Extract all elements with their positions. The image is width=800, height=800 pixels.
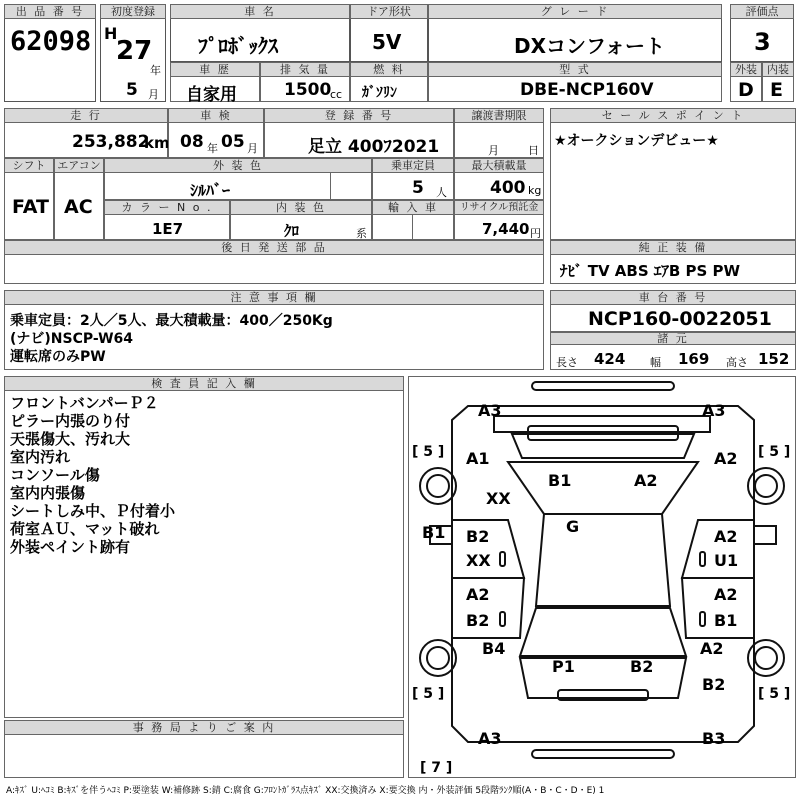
fl-bracket: [ 5 ] bbox=[412, 444, 445, 460]
rear-bumper-bar bbox=[532, 750, 674, 758]
displacement-unit: cc bbox=[330, 88, 343, 101]
inspector-line-6: 室内内張傷 bbox=[10, 484, 86, 502]
deadline-month-unit: 月 bbox=[488, 144, 499, 157]
sales-point-cell bbox=[550, 108, 796, 240]
aircon-header: エアコン bbox=[54, 158, 104, 173]
interior-header: 内装 bbox=[762, 62, 794, 77]
tire-rear-left bbox=[420, 640, 456, 676]
mirror-right bbox=[754, 526, 776, 544]
lot-number: 62098 bbox=[10, 26, 92, 57]
mark-rear-right-corner: B3 bbox=[702, 729, 726, 748]
inspector-line-1: フロントバンパーＰ２ bbox=[10, 394, 159, 412]
mileage-unit: km bbox=[144, 134, 170, 152]
inspector-line-2: ピラー内張のり付 bbox=[10, 412, 131, 430]
mark-trunk-right: B2 bbox=[630, 657, 654, 676]
mileage: 253,882 bbox=[72, 132, 150, 152]
inspection-month: 05 bbox=[221, 132, 245, 152]
notes-line-3: 運転席のみPW bbox=[10, 349, 106, 365]
mark-left-rear-door-1: A2 bbox=[466, 585, 490, 604]
length-label: 長さ bbox=[556, 356, 578, 369]
spare-bracket: [ 7 ] bbox=[420, 760, 453, 776]
tire-front-left-inner bbox=[427, 475, 449, 497]
interior-color: ｸﾛ bbox=[284, 222, 300, 240]
grade: DXコンフォート bbox=[514, 34, 666, 58]
inspector-line-3: 天張傷大、汚れ大 bbox=[10, 430, 131, 448]
import-header: 輸 入 車 bbox=[372, 200, 454, 215]
rear-hatch-outline bbox=[520, 658, 686, 698]
tire-rear-left-inner bbox=[427, 647, 449, 669]
inspection-year: 08 bbox=[180, 132, 204, 152]
chassis-number-header: 車 台 番 号 bbox=[550, 290, 796, 305]
mark-right-fender: A2 bbox=[714, 449, 738, 468]
mark-left-rear-door-2: B2 bbox=[466, 611, 490, 630]
first-registration-month: 5 bbox=[126, 80, 138, 100]
mileage-header: 走 行 bbox=[4, 108, 168, 123]
roof-outline bbox=[536, 514, 670, 606]
mark-left-sill: B1 bbox=[422, 523, 446, 542]
mark-left-front-xx: XX bbox=[486, 489, 511, 508]
first-registration-header: 初度登録 bbox=[100, 4, 166, 19]
score: 3 bbox=[754, 28, 771, 56]
handle-rf bbox=[700, 552, 705, 566]
inspector-notes bbox=[10, 394, 175, 556]
inspector-line-7: シートしみ中、Ｐ付着小 bbox=[10, 502, 176, 520]
fuel: ｶﾞｿﾘﾝ bbox=[362, 85, 397, 101]
height: 152 bbox=[758, 350, 790, 368]
tire-front-right-inner bbox=[755, 475, 777, 497]
capacity-header: 乗車定員 bbox=[372, 158, 454, 173]
inspection-header: 車 検 bbox=[168, 108, 264, 123]
inspector-line-8: 荷室ＡＵ、マット破れ bbox=[10, 520, 160, 538]
car-name-header: 車 名 bbox=[170, 4, 350, 19]
exterior-color: ｼﾙﾊﾞｰ bbox=[190, 181, 231, 200]
width: 169 bbox=[678, 350, 710, 368]
mark-left-rear-quarter: B4 bbox=[482, 639, 506, 658]
exterior-color-header: 外 装 色 bbox=[104, 158, 372, 173]
grade-header: グ レ ー ド bbox=[428, 4, 722, 19]
shift-header: シフト bbox=[4, 158, 54, 173]
deadline-day-unit: 日 bbox=[528, 144, 539, 157]
history: 自家用 bbox=[186, 85, 237, 105]
notes-line-2: (ナビ)NSCP-W64 bbox=[10, 331, 133, 347]
handle-rr bbox=[700, 612, 705, 626]
exterior-color-divider bbox=[330, 173, 372, 200]
mark-hood-left: B1 bbox=[548, 471, 572, 490]
color-no-header: カ ラ ー N o . bbox=[104, 200, 230, 215]
mark-left-front-door-1: B2 bbox=[466, 527, 490, 546]
displacement-header: 排 気 量 bbox=[260, 62, 350, 77]
tire-rear-right-inner bbox=[755, 647, 777, 669]
interior-score: E bbox=[770, 79, 783, 101]
inspector-header: 検 査 員 記 入 欄 bbox=[4, 376, 404, 391]
genuine-equipment-header: 純 正 装 備 bbox=[550, 240, 796, 255]
import-divider bbox=[412, 215, 413, 240]
door-type-header: ドア形状 bbox=[350, 4, 428, 19]
mark-right-front-door-2: U1 bbox=[714, 551, 739, 570]
inspector-line-5: コンソール傷 bbox=[10, 466, 100, 484]
max-load-unit: kg bbox=[528, 184, 542, 197]
length: 424 bbox=[594, 350, 626, 368]
notes-header: 注 意 事 項 欄 bbox=[4, 290, 544, 305]
notes-line-1: 乗車定員：2人／5人、最大積載量：400／250Kg bbox=[10, 313, 333, 329]
exterior-score: D bbox=[738, 79, 754, 101]
sales-point: ★オークションデビュー★ bbox=[554, 133, 719, 149]
capacity-unit: 人 bbox=[436, 186, 447, 199]
max-load: 400 bbox=[490, 178, 526, 198]
door-type: 5V bbox=[372, 30, 402, 54]
shift: FAT bbox=[12, 196, 49, 218]
mark-rear-left-corner: A3 bbox=[478, 729, 502, 748]
inspector-line-4: 室内汚れ bbox=[10, 448, 71, 466]
mark-left-fender: A1 bbox=[466, 449, 490, 468]
recycle-header: リサイクル預託金 bbox=[454, 200, 544, 215]
mark-front-right-corner: A3 bbox=[702, 401, 726, 420]
mark-roof: G bbox=[566, 517, 580, 536]
genuine-equipment: ﾅﾋﾞ TV ABS ｴｱB PS PW bbox=[560, 262, 741, 280]
first-registration-year: 27 bbox=[116, 36, 153, 66]
car-diagram bbox=[408, 376, 796, 778]
mark-right-rear-quarter: A2 bbox=[700, 639, 724, 658]
mark-right-rear-door-1: A2 bbox=[714, 585, 738, 604]
fuel-header: 燃 料 bbox=[350, 62, 428, 77]
hood-outline bbox=[512, 434, 694, 458]
registration-number: 足立 400ﾌ2021 bbox=[308, 137, 440, 157]
height-label: 高さ bbox=[726, 356, 748, 369]
interior-color-header: 内 装 色 bbox=[230, 200, 372, 215]
lot-number-header: 出 品 番 号 bbox=[4, 4, 96, 19]
front-bumper-outline bbox=[532, 382, 674, 390]
year-unit: 年 bbox=[150, 64, 161, 77]
inspector-line-9: 外装ペイント跡有 bbox=[10, 538, 131, 556]
mark-right-front-door-1: A2 bbox=[714, 527, 738, 546]
inspection-month-unit: 月 bbox=[247, 142, 258, 155]
aircon: AC bbox=[64, 196, 93, 218]
capacity: 5 bbox=[412, 178, 424, 198]
max-load-header: 最大積載量 bbox=[454, 158, 544, 173]
mark-right-rear-door-2: B1 bbox=[714, 611, 738, 630]
month-unit: 月 bbox=[148, 88, 159, 101]
legend: A:ｷｽﾞ U:ﾍｺﾐ B:ｷｽﾞを伴うﾍｺﾐ P:要塗装 W:補修跡 S:錆 C:腐食 G:ﾌﾛﾝﾄｶﾞﾗｽ点ｷｽﾞ XX:交換済み X:要交換 内・外装評価 5段階ﾗﾝｸ順(A・B・C・D・E) 1 bbox=[6, 786, 605, 796]
recycle-unit: 円 bbox=[530, 227, 541, 240]
specs-header: 諸 元 bbox=[550, 332, 796, 345]
interior-color-suffix: 系 bbox=[356, 227, 367, 240]
displacement: 1500 bbox=[284, 80, 332, 100]
handle-lf bbox=[500, 552, 505, 566]
inspection-year-unit: 年 bbox=[207, 142, 218, 155]
rl-bracket: [ 5 ] bbox=[412, 686, 445, 702]
windshield-outline bbox=[508, 462, 698, 514]
model-code-header: 型 式 bbox=[428, 62, 722, 77]
mark-left-front-door-2: XX bbox=[466, 551, 491, 570]
score-header: 評価点 bbox=[730, 4, 794, 19]
color-no: 1E7 bbox=[152, 220, 184, 238]
handle-lr bbox=[500, 612, 505, 626]
mark-right-rear: B2 bbox=[702, 675, 726, 694]
era-label: H bbox=[104, 24, 118, 43]
car-name: ﾌﾟﾛﾎﾞｯｸｽ bbox=[198, 34, 278, 58]
recycle-fee: 7,440 bbox=[482, 220, 530, 238]
rear-window-outline bbox=[520, 608, 686, 656]
mark-front-left-corner: A3 bbox=[478, 401, 502, 420]
office-header: 事 務 局 よ り ご 案 内 bbox=[4, 720, 404, 735]
mark-trunk-left: P1 bbox=[552, 657, 575, 676]
history-header: 車 歴 bbox=[170, 62, 260, 77]
registration-number-header: 登 録 番 号 bbox=[264, 108, 454, 123]
rr-bracket: [ 5 ] bbox=[758, 686, 791, 702]
chassis-number: NCP160-0022051 bbox=[588, 308, 772, 330]
tire-front-left bbox=[420, 468, 456, 504]
model-code: DBE-NCP160V bbox=[520, 80, 654, 100]
sales-point-header: セ ー ル ス ポ イ ン ト bbox=[550, 108, 796, 123]
fr-bracket: [ 5 ] bbox=[758, 444, 791, 460]
width-label: 幅 bbox=[650, 356, 661, 369]
mark-hood-right: A2 bbox=[634, 471, 658, 490]
exterior-header: 外装 bbox=[730, 62, 762, 77]
transfer-deadline-header: 譲渡書期限 bbox=[454, 108, 544, 123]
later-parts-header: 後 日 発 送 部 品 bbox=[4, 240, 544, 255]
